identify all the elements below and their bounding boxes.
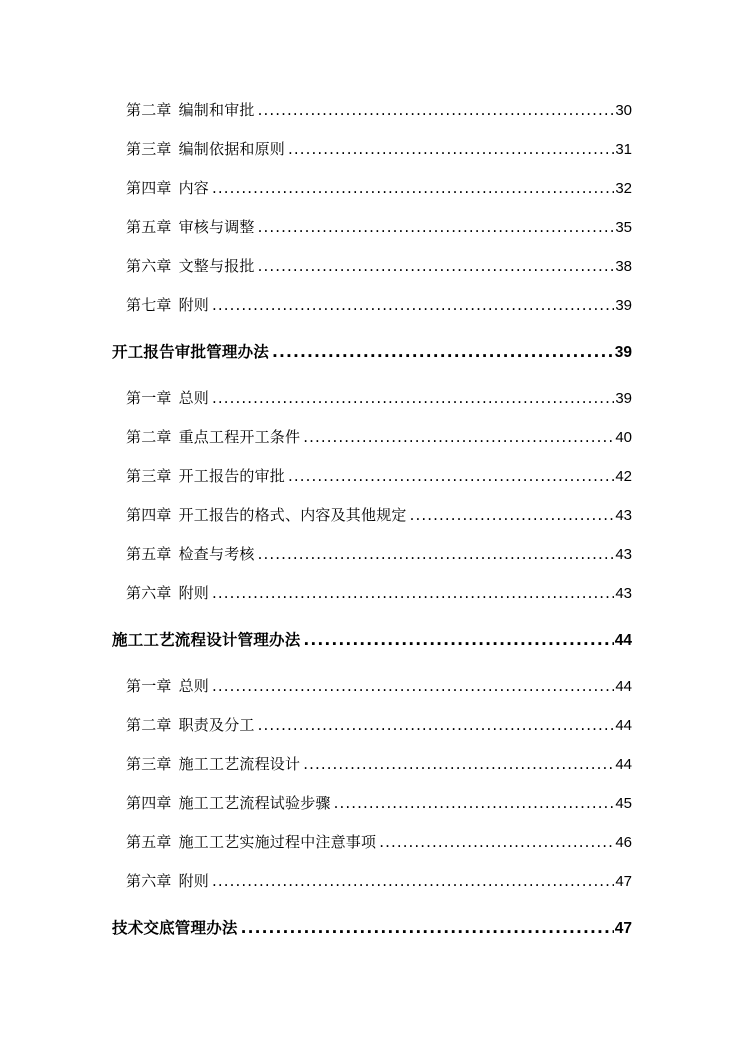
toc-chapter-number: 第二章: [126, 428, 172, 446]
toc-chapter-number: 第二章: [126, 101, 172, 119]
toc-dot-leader: [288, 464, 614, 488]
toc-page-number: 44: [614, 632, 632, 649]
toc-dot-leader: [212, 581, 614, 605]
toc-dot-leader: [272, 340, 614, 364]
toc-chapter-entry[interactable]: [126, 581, 632, 605]
toc-chapter-title: 总则: [178, 389, 210, 407]
toc-section-title: 技术交底管理办法: [112, 919, 238, 937]
toc-page-number: 43: [615, 546, 632, 563]
toc-chapter-number: 第一章: [126, 389, 172, 407]
toc-page-number: 35: [615, 219, 632, 236]
toc-chapter-title: 内容: [178, 179, 210, 197]
toc-page-number: 39: [614, 344, 632, 361]
toc-dot-leader: [258, 98, 615, 122]
toc-dot-leader: [303, 628, 613, 652]
toc-chapter-title: 施工工艺实施过程中注意事项: [178, 833, 377, 851]
toc-page-number: 42: [615, 468, 632, 485]
toc-entry-title: [126, 137, 285, 161]
toc-page-number: 47: [614, 920, 632, 937]
toc-chapter-number: 第六章: [126, 872, 172, 890]
toc-page-number: 31: [615, 141, 632, 158]
toc-chapter-number: 第五章: [126, 833, 172, 851]
toc-entry-title: [126, 791, 331, 815]
toc-entry-title: [126, 386, 209, 410]
toc-entry-title: [126, 830, 376, 854]
toc-entry-title: [126, 542, 255, 566]
toc-chapter-entry[interactable]: [126, 425, 632, 449]
toc-dot-leader: [303, 425, 614, 449]
toc-entry-title: [126, 98, 255, 122]
toc-chapter-entry[interactable]: [126, 542, 632, 566]
toc-section-entry[interactable]: [112, 916, 632, 940]
toc-dot-leader: [258, 215, 615, 239]
toc-chapter-entry[interactable]: [126, 137, 632, 161]
toc-chapter-entry[interactable]: [126, 98, 632, 122]
toc-page-number: 45: [615, 795, 632, 812]
toc-chapter-title: 职责及分工: [178, 716, 255, 734]
toc-dot-leader: [212, 293, 614, 317]
toc-page-number: 46: [615, 834, 632, 851]
toc-entry-title: [126, 674, 209, 698]
toc-chapter-number: 第三章: [126, 140, 172, 158]
toc-entry-title: [126, 425, 300, 449]
toc-chapter-number: 第七章: [126, 296, 172, 314]
toc-chapter-title: 开工报告的格式、内容及其他规定: [178, 506, 407, 524]
toc-dot-leader: [258, 713, 615, 737]
toc-page-number: 39: [615, 297, 632, 314]
toc-dot-leader: [410, 503, 615, 527]
toc-entry-title: [126, 752, 300, 776]
toc-page-number: 43: [615, 507, 632, 524]
toc-page-number: 44: [615, 678, 632, 695]
toc-entry-title: [126, 713, 255, 737]
toc-page-number: 44: [615, 717, 632, 734]
toc-page-number: 44: [615, 756, 632, 773]
toc-section-title: 施工工艺流程设计管理办法: [112, 631, 301, 649]
toc-chapter-entry[interactable]: [126, 752, 632, 776]
toc-chapter-number: 第三章: [126, 755, 172, 773]
toc-page-number: 39: [615, 390, 632, 407]
toc-chapter-entry[interactable]: [126, 293, 632, 317]
toc-page-number: 30: [615, 102, 632, 119]
toc-dot-leader: [212, 674, 614, 698]
toc-dot-leader: [212, 869, 614, 893]
toc-chapter-title: 文整与报批: [178, 257, 255, 275]
toc-entry-title: [126, 176, 209, 200]
toc-chapter-title: 附则: [178, 872, 210, 890]
toc-section-entry[interactable]: [112, 628, 632, 652]
toc-page-number: 43: [615, 585, 632, 602]
toc-dot-leader: [379, 830, 614, 854]
toc-dot-leader: [241, 916, 614, 940]
toc-chapter-number: 第三章: [126, 467, 172, 485]
toc-chapter-entry[interactable]: [126, 176, 632, 200]
toc-chapter-entry[interactable]: [126, 713, 632, 737]
toc-chapter-number: 第五章: [126, 545, 172, 563]
toc-page-number: 47: [615, 873, 632, 890]
toc-chapter-title: 附则: [178, 296, 210, 314]
toc-entry-title: [126, 215, 255, 239]
toc-chapter-title: 附则: [178, 584, 210, 602]
toc-chapter-number: 第四章: [126, 506, 172, 524]
toc-chapter-entry[interactable]: [126, 215, 632, 239]
toc-entry-title: [126, 869, 209, 893]
toc-chapter-entry[interactable]: [126, 464, 632, 488]
toc-dot-leader: [212, 176, 614, 200]
toc-section-title: 开工报告审批管理办法: [112, 343, 270, 361]
toc-chapter-title: 审核与调整: [178, 218, 255, 236]
toc-chapter-title: 检查与考核: [178, 545, 255, 563]
toc-dot-leader: [303, 752, 614, 776]
toc-dot-leader: [334, 791, 615, 815]
toc-entry-title: [126, 581, 209, 605]
toc-chapter-number: 第五章: [126, 218, 172, 236]
toc-chapter-title: 开工报告的审批: [178, 467, 286, 485]
toc-chapter-number: 第四章: [126, 794, 172, 812]
toc-chapter-number: 第二章: [126, 716, 172, 734]
toc-page-number: 40: [615, 429, 632, 446]
toc-entry-title: [126, 503, 407, 527]
toc-entry-title: [126, 254, 255, 278]
toc-chapter-title: 编制依据和原则: [178, 140, 286, 158]
toc-chapter-title: 施工工艺流程设计: [178, 755, 301, 773]
toc-chapter-number: 第六章: [126, 584, 172, 602]
toc-dot-leader: [258, 542, 615, 566]
toc-chapter-entry[interactable]: [126, 830, 632, 854]
toc-chapter-number: 第六章: [126, 257, 172, 275]
toc-chapter-entry[interactable]: [126, 674, 632, 698]
toc-chapter-entry[interactable]: [126, 503, 632, 527]
toc-dot-leader: [288, 137, 614, 161]
toc-chapter-entry[interactable]: [126, 386, 632, 410]
toc-chapter-title: 总则: [178, 677, 210, 695]
toc-chapter-title: 重点工程开工条件: [178, 428, 301, 446]
toc-page-number: 32: [615, 180, 632, 197]
toc-entry-title: [126, 293, 209, 317]
toc-section-entry[interactable]: [112, 340, 632, 364]
toc-chapter-title: 施工工艺流程试验步骤: [178, 794, 331, 812]
toc-chapter-title: 编制和审批: [178, 101, 255, 119]
toc-chapter-entry[interactable]: [126, 254, 632, 278]
toc-dot-leader: [258, 254, 615, 278]
toc-chapter-number: 第一章: [126, 677, 172, 695]
toc-page-number: 38: [615, 258, 632, 275]
toc-entry-title: [126, 464, 285, 488]
toc-chapter-entry[interactable]: [126, 791, 632, 815]
toc-dot-leader: [212, 386, 614, 410]
toc-chapter-entry[interactable]: [126, 869, 632, 893]
toc-chapter-number: 第四章: [126, 179, 172, 197]
